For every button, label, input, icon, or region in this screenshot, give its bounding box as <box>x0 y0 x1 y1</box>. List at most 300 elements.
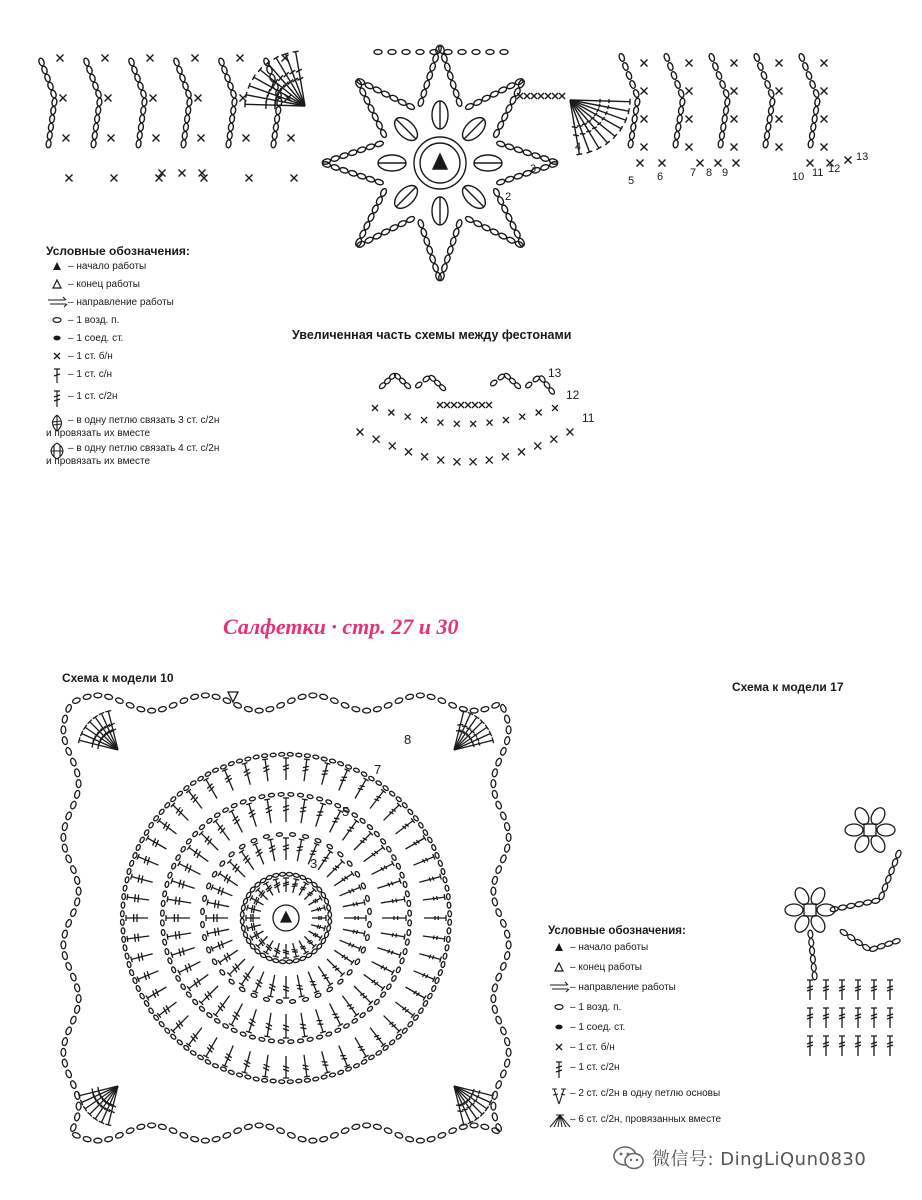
chain-stitch <box>137 81 144 90</box>
slip-stitch-icon <box>548 1021 570 1037</box>
chain-stitch <box>753 53 760 62</box>
chain-stitch <box>491 876 498 885</box>
legend-text: – 1 ст. с/2н <box>68 391 118 402</box>
single-crochet <box>686 60 693 67</box>
chain-stitch <box>427 836 433 843</box>
chain-stitch <box>426 71 433 81</box>
stitch-top <box>273 879 279 881</box>
chain-stitch <box>168 1127 177 1135</box>
single-crochet <box>776 60 783 67</box>
legend-text: – 6 ст. с/2н, провязанных вместе <box>570 1114 722 1125</box>
chain-stitch <box>143 1000 149 1007</box>
chain-stitch <box>380 838 387 845</box>
stitch-bar <box>457 1111 463 1112</box>
row-number: 7 <box>374 762 382 777</box>
chain-stitch <box>525 381 533 389</box>
chain-stitch <box>438 384 446 392</box>
chain-stitch <box>810 123 816 132</box>
chain-stitch <box>228 1070 235 1076</box>
end-marker <box>228 692 238 702</box>
chain-stitch <box>381 90 391 98</box>
chain-stitch <box>398 377 406 385</box>
chain-stitch <box>343 1023 350 1029</box>
stitch-top <box>246 1031 252 1033</box>
slip-stitch-icon <box>46 332 68 348</box>
stitch-bar <box>429 955 431 959</box>
chain-stitch <box>504 930 511 939</box>
chain-stitch <box>46 140 52 149</box>
chain-stitch <box>359 1012 366 1019</box>
chain-stitch <box>231 1028 238 1034</box>
chain-stitch <box>505 212 513 222</box>
chain-stitch <box>74 1112 81 1121</box>
chain-stitch <box>272 873 279 878</box>
chain-stitch <box>65 747 73 756</box>
chain-stitch <box>418 1007 424 1014</box>
chain-stitch <box>266 65 273 74</box>
chain-stitch <box>139 993 145 1000</box>
chain-stitch <box>190 780 197 786</box>
chain-stitch <box>91 140 97 149</box>
chain-stitch <box>228 978 235 985</box>
single-crochet <box>405 414 411 420</box>
chain-stitch <box>61 736 68 745</box>
chain-stitch <box>345 1066 352 1072</box>
chain-stitch <box>86 65 93 74</box>
row-number: 13 <box>548 366 562 380</box>
stitch-top <box>93 1117 98 1120</box>
chain-stitch <box>337 978 344 985</box>
chain-stitch <box>374 140 384 147</box>
chain-stitch <box>465 215 475 223</box>
row-number: 6 <box>657 171 664 183</box>
chain-stitch <box>513 382 521 390</box>
chain-stitch <box>373 1123 382 1130</box>
stitch-bar <box>179 949 181 957</box>
chain-stitch <box>504 822 511 831</box>
chain-stitch-icon <box>548 1001 570 1017</box>
chain-stitch <box>450 237 457 247</box>
chain-stitch <box>446 936 450 942</box>
stitch-bar <box>138 954 140 962</box>
chain-stitch <box>122 936 126 942</box>
single-crochet <box>686 88 693 95</box>
stitch-top <box>325 763 331 765</box>
chain-stitch <box>429 62 436 72</box>
legend-item <box>46 390 286 412</box>
single-crochet <box>179 170 186 177</box>
chain-stitch <box>134 73 141 82</box>
stitch-bar <box>182 881 184 889</box>
chain-stitch <box>83 693 92 700</box>
chain-stitch <box>180 983 186 990</box>
chain-stitch <box>895 850 902 859</box>
chain-stitch <box>498 232 508 240</box>
legend-item <box>46 350 286 366</box>
flower-petal <box>845 824 863 836</box>
chain-stitch <box>811 963 817 971</box>
chain-stitch <box>340 702 349 710</box>
chain-stitch <box>395 1033 402 1040</box>
legend-text: – 1 соед. ст. <box>570 1022 626 1033</box>
stitch-bar <box>374 1035 379 1037</box>
chain-stitch <box>316 796 323 801</box>
stitch-top <box>293 879 299 881</box>
chain-stitch <box>65 1069 73 1078</box>
chain-stitch <box>326 843 333 849</box>
chain-stitch <box>182 81 189 90</box>
single-crochet <box>388 410 394 416</box>
chain-stitch <box>70 1080 78 1089</box>
legend-text: – 1 ст. б/н <box>68 351 113 362</box>
chain-stitch <box>366 175 376 182</box>
stitch-bar <box>253 906 255 914</box>
chain-stitch <box>406 215 416 223</box>
chain-stitch <box>128 57 135 66</box>
single-crochet <box>147 55 154 62</box>
chain-stitch <box>434 852 440 859</box>
chain-stitch <box>186 991 193 998</box>
chain-stitch <box>357 173 367 180</box>
stitch-bar <box>457 725 463 726</box>
chain-stitch <box>812 115 818 124</box>
chain-stitch <box>212 1136 221 1143</box>
stitch-bar <box>322 975 327 976</box>
chain-stitch <box>497 120 505 130</box>
single-crochet <box>357 429 364 436</box>
model17-title: Схема к модели 17 <box>732 680 844 694</box>
chain-stitch <box>504 951 511 960</box>
chain-stitch <box>363 708 371 713</box>
chain-stitch <box>444 62 451 72</box>
chain-stitch <box>444 50 452 55</box>
chain-stitch <box>389 224 399 232</box>
stitch-bar <box>347 1005 352 1007</box>
legend-item <box>46 260 286 276</box>
chain-stitch <box>813 106 819 115</box>
stitch-bar <box>334 818 339 819</box>
chain-stitch <box>357 146 367 153</box>
chain-stitch <box>220 764 227 770</box>
chain-stitch <box>667 62 674 71</box>
chain-stitch <box>192 831 199 838</box>
chain-stitch <box>481 94 491 102</box>
chain-stitch <box>722 115 728 124</box>
legend-item <box>548 1021 788 1037</box>
stitch-bar <box>463 1102 468 1103</box>
chain-stitch <box>496 178 506 185</box>
chain-stitch <box>288 792 294 796</box>
chain-stitch <box>531 152 541 159</box>
stitch-bar <box>599 104 600 108</box>
single-crochet <box>153 135 160 142</box>
flower-center <box>804 904 816 916</box>
single-crochet <box>288 135 295 142</box>
chain-stitch <box>211 958 217 965</box>
chain-stitch <box>240 911 244 917</box>
chain-stitch <box>878 891 885 900</box>
chain-stitch <box>718 140 724 149</box>
chain-stitch <box>401 802 408 809</box>
chain-stitch <box>164 1027 171 1034</box>
treble-crochet-icon <box>548 1061 570 1083</box>
stitch-bar <box>163 822 167 829</box>
chain-stitch <box>365 895 370 902</box>
chain-stitch <box>275 106 281 115</box>
enlarged-title: Увеличенная часть схемы между фестонами <box>292 328 572 342</box>
single-crochet <box>192 55 199 62</box>
stitch-bar <box>179 880 181 888</box>
chain-stitch <box>808 140 814 149</box>
row-number: 8 <box>404 732 412 747</box>
chain-stitch <box>48 123 54 132</box>
chain-stitch <box>240 799 247 805</box>
chain-stitch <box>403 881 408 888</box>
legend-text: – в одну петлю связать 4 ст. с/2н <box>68 443 220 454</box>
chain-stitch <box>201 693 209 698</box>
chain-stitch <box>183 123 189 132</box>
chain-stitch <box>204 771 211 777</box>
chain-stitch <box>221 65 228 74</box>
chain-stitch <box>397 98 407 106</box>
stitch-bar <box>592 127 597 129</box>
chain-stitch <box>259 794 266 799</box>
chain-stitch <box>459 706 468 713</box>
chain-stitch <box>186 838 193 845</box>
chain-stitch <box>634 98 640 107</box>
chain-stitch <box>197 775 204 781</box>
chain-stitch <box>286 960 292 964</box>
chain-stitch <box>94 1138 102 1143</box>
chain-stitch <box>121 928 125 934</box>
stitch-bar <box>374 799 379 801</box>
single-crochet <box>405 448 412 455</box>
row-number: 7 <box>690 167 697 179</box>
chain-stitch <box>504 1059 511 1068</box>
chain-stitch <box>348 170 358 177</box>
filled-triangle-icon <box>548 941 570 957</box>
chain-stitch <box>141 98 147 107</box>
chain-stitch <box>164 881 169 888</box>
single-crochet <box>531 93 537 99</box>
stitch-bar <box>300 807 306 808</box>
stitch-bar <box>253 923 255 931</box>
chain-stitch <box>629 131 635 140</box>
chain-stitch <box>447 902 451 908</box>
chain-stitch <box>61 930 68 939</box>
chain-stitch <box>480 706 489 713</box>
chain-stitch <box>132 977 138 984</box>
chain-stitch <box>767 89 774 98</box>
chain-stitch <box>423 237 430 247</box>
chain-stitch <box>443 953 448 960</box>
chain-stitch <box>307 794 314 799</box>
legend-item <box>46 414 286 440</box>
stitch-bar <box>197 978 201 985</box>
double-crochet-icon <box>46 368 68 388</box>
chain-stitch <box>500 704 508 713</box>
legend-item <box>548 1001 788 1017</box>
chain-stitch <box>305 952 312 958</box>
chain-stitch <box>293 873 300 878</box>
chain-stitch <box>798 53 805 62</box>
petal-axis <box>396 119 416 139</box>
chain-stitch <box>47 81 54 90</box>
stitch-bar <box>207 784 212 789</box>
stitch-top <box>444 894 445 900</box>
legend-item <box>548 1061 788 1083</box>
chain-stitch <box>427 693 436 700</box>
stitch-top <box>299 996 305 997</box>
chain-stitch <box>443 876 448 883</box>
chain-stitch <box>808 938 814 946</box>
chain-stitch <box>122 893 126 899</box>
chain-stitch <box>74 897 81 906</box>
stitch-bar <box>301 948 306 949</box>
chain-stitch <box>505 143 515 150</box>
chain-stitch <box>368 1054 375 1060</box>
single-crochet <box>686 116 693 123</box>
stitch-top <box>127 936 128 942</box>
chain-stitch <box>426 245 433 255</box>
chain-stitch <box>328 918 332 924</box>
chain-stitch <box>438 969 444 976</box>
chain-stitch <box>491 887 496 895</box>
stitch-top <box>304 759 310 760</box>
legend-text: – 1 возд. п. <box>68 315 120 326</box>
chain-stitch <box>92 81 99 90</box>
chain-stitch <box>263 834 270 839</box>
chain-stitch <box>160 910 164 916</box>
chain-stitch <box>337 851 344 858</box>
single-crochet <box>472 402 478 408</box>
chain-stitch <box>263 997 270 1002</box>
chain-stitch <box>123 885 128 892</box>
chain-stitch <box>863 899 872 905</box>
stitch-top <box>293 51 299 52</box>
chain-stitch <box>307 1037 314 1042</box>
chain-stitch <box>498 86 508 94</box>
chain-stitch <box>70 1123 78 1132</box>
single-crochet <box>776 144 783 151</box>
chain-stitch <box>260 952 267 958</box>
single-crochet <box>567 429 574 436</box>
stitch-top <box>83 1106 86 1111</box>
chain-stitch <box>190 1050 197 1056</box>
stitch-bar <box>194 980 198 987</box>
chain-stitch <box>470 1123 478 1128</box>
row-number: 2 <box>505 191 512 203</box>
chain-stitch <box>345 764 352 770</box>
chain-stitch <box>486 50 494 55</box>
flower-petal <box>817 904 835 916</box>
chain-stitch <box>712 62 719 71</box>
chain-stitch <box>224 73 231 82</box>
stitch-top <box>207 899 208 905</box>
stitch-top <box>242 763 248 765</box>
legend-item <box>46 278 286 294</box>
single-crochet-icon <box>548 1041 570 1057</box>
stitch-bar <box>392 899 393 903</box>
chain-stitch <box>185 106 191 115</box>
single-crochet <box>454 421 460 427</box>
single-crochet <box>821 88 828 95</box>
stitch-bar <box>141 876 143 884</box>
stitch-top <box>444 936 445 942</box>
chain-stitch <box>406 102 416 110</box>
chain-stitch <box>346 860 353 867</box>
legend-text: – направление работы <box>68 297 174 308</box>
stitch-bar <box>388 950 390 954</box>
row-number: 3 <box>310 856 318 871</box>
single-crochet <box>641 60 648 67</box>
legend-text: – конец работы <box>68 279 140 290</box>
chain-stitch <box>407 808 414 815</box>
chain-stitch <box>287 1132 296 1140</box>
chain-stitch <box>38 57 45 66</box>
chain-stitch <box>513 229 521 239</box>
chain-stitch <box>131 65 138 74</box>
chain-stitch <box>184 115 190 124</box>
chain-stitch <box>89 73 96 82</box>
stitch-bar <box>297 985 303 986</box>
chain-stitch <box>297 793 303 797</box>
chain-stitch <box>167 872 173 879</box>
chain-stitch <box>227 131 233 140</box>
chain-stitch <box>765 123 771 132</box>
model17-chart <box>770 790 922 1090</box>
chain-stitch <box>504 715 511 724</box>
chain-stitch <box>302 997 309 1002</box>
chain-stitch <box>70 972 78 981</box>
single-crochet <box>731 116 738 123</box>
chain-stitch <box>127 868 132 875</box>
stitch-bar <box>432 877 434 881</box>
chain-stitch <box>629 80 636 89</box>
chain-stitch <box>764 131 770 140</box>
row-number: 12 <box>566 388 580 402</box>
single-crochet <box>458 402 464 408</box>
stitch-top <box>628 108 629 114</box>
chain-stitch <box>381 228 391 236</box>
chain-stitch <box>260 877 267 883</box>
chain-stitch <box>228 761 235 767</box>
chain-stitch <box>677 89 684 98</box>
chain-stitch <box>135 985 141 992</box>
chain-stitch <box>504 736 511 745</box>
stitch-bar <box>392 933 393 937</box>
chain-stitch <box>540 164 550 171</box>
chain-stitch <box>500 50 508 55</box>
chain-stitch <box>445 885 450 892</box>
chain-stitch <box>293 958 300 963</box>
stitch-bar <box>358 1047 363 1048</box>
legend-text: – в одну петлю связать 3 ст. с/2н <box>68 415 220 426</box>
chain-stitch <box>422 1000 428 1007</box>
chain-stitch <box>839 928 848 936</box>
chain-stitch <box>94 693 102 698</box>
chain-stitch <box>74 983 81 992</box>
stitch-bar <box>356 930 357 934</box>
chain-stitch <box>70 800 78 809</box>
stitch-bar <box>302 770 308 771</box>
stitch-bar <box>302 1065 308 1066</box>
chain-stitch <box>190 1136 199 1143</box>
chain-stitch <box>228 123 234 132</box>
stitch-bar <box>297 850 303 851</box>
chain-stitch <box>491 1102 496 1110</box>
chain-stitch <box>121 902 125 908</box>
